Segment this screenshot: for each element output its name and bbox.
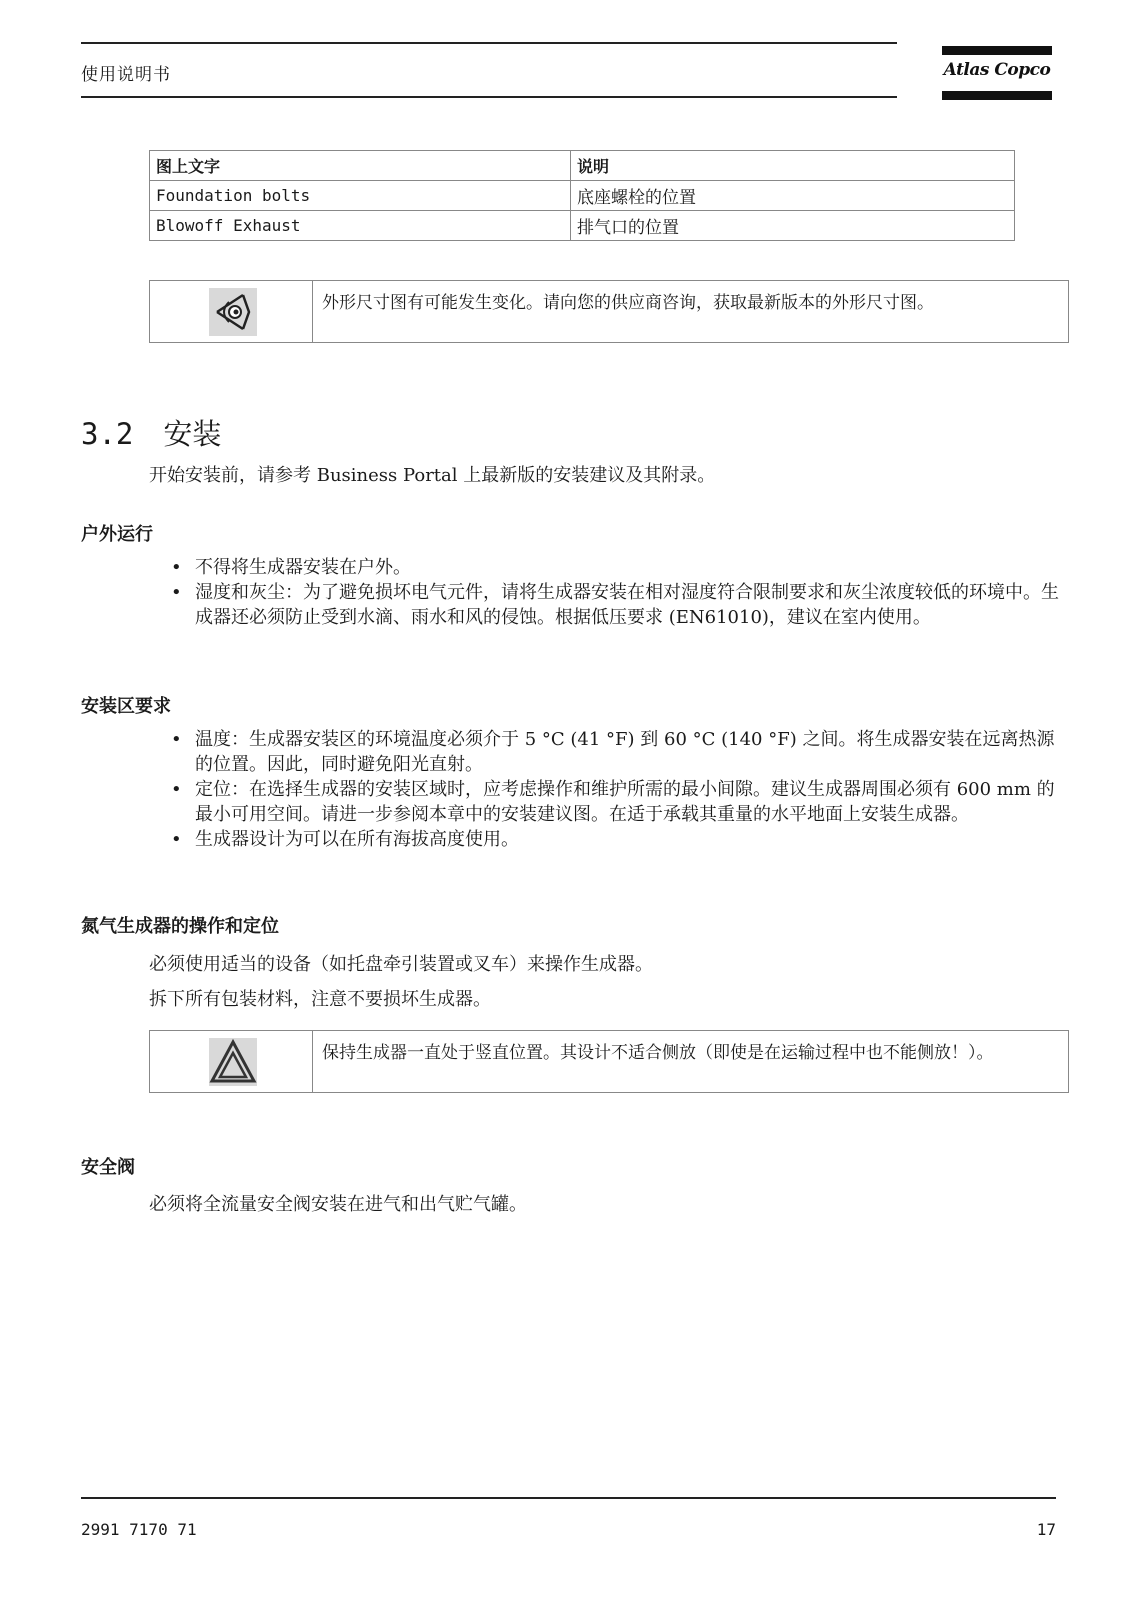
doc-number: 2991 7170 71 [81, 1520, 197, 1539]
safety-valve-para: 必须将全流量安全阀安装在进气和出气贮气罐。 [149, 1194, 527, 1215]
footer-rule [81, 1497, 1056, 1499]
warning-note [149, 1030, 1069, 1093]
list-item: • 不得将生成器安装在户外。 [171, 555, 1061, 580]
note-text: 保持生成器一直处于竖直位置。其设计不适合侧放（即使是在运输过程中也不能侧放！）。 [322, 1043, 994, 1063]
header-title: 使用说明书 [81, 65, 171, 85]
table-cell: 底座螺栓的位置 [571, 181, 1015, 211]
handling-heading: 氮气生成器的操作和定位 [81, 916, 279, 937]
table-cell: 排气口的位置 [571, 211, 1015, 241]
section-intro: 开始安装前，请参考 Business Portal 上最新版的安装建议及其附录。 [149, 465, 716, 486]
section-heading [81, 412, 221, 453]
safety-valve-heading: 安全阀 [81, 1157, 135, 1178]
info-note [149, 280, 1069, 343]
handling-para-2: 拆下所有包装材料，注意不要损坏生成器。 [149, 989, 491, 1010]
company-logo [942, 46, 1052, 100]
header-top-rule [81, 42, 897, 44]
install-area-heading: 安装区要求 [81, 696, 171, 717]
list-item: • 定位：在选择生成器的安装区域时，应考虑操作和维护所需的最小间隙。建议生成器周围必须有 600 mm 的最小可用空间。请进一步参阅本章中的安装建议图。在适于承载其重量的水平地面上安装生成器。 [171, 777, 1061, 827]
page-number: 17 [1036, 1520, 1056, 1539]
list-item: • 温度：生成器安装区的环境温度必须介于 5 °C (41 °F) 到 60 °C (140 °F) 之间。将生成器安装在远离热源的位置。因此，同时避免阳光直射。 [171, 727, 1061, 777]
table-header-row [150, 151, 1015, 181]
table-row [150, 181, 1015, 211]
table-row [150, 211, 1015, 241]
header-bottom-rule [81, 96, 897, 98]
note-icon-cell [150, 281, 313, 342]
warning-triangle-icon [209, 1038, 257, 1086]
note-icon-cell [150, 1031, 313, 1092]
outdoor-heading: 户外运行 [81, 524, 153, 545]
section-title: 安装 [163, 417, 222, 451]
handling-para-1: 必须使用适当的设备（如托盘牵引装置或叉车）来操作生成器。 [149, 954, 653, 975]
install-area-list [171, 727, 1061, 852]
legend-table [149, 150, 1015, 241]
list-item: • 湿度和灰尘：为了避免损坏电气元件，请将生成器安装在相对湿度符合限制要求和灰尘浓度较低的环境中。生成器还必须防止受到水滴、雨水和风的侵蚀。根据低压要求 (EN61010)，建议在室内使用。 [171, 580, 1061, 630]
outdoor-list [171, 555, 1061, 630]
table-header-cell: 说明 [571, 151, 1015, 181]
note-text: 外形尺寸图有可能发生变化。请向您的供应商咨询，获取最新版本的外形尺寸图。 [322, 293, 934, 313]
logo-text: Atlas Copco [943, 60, 1051, 80]
list-item: • 生成器设计为可以在所有海拔高度使用。 [171, 827, 1061, 852]
table-cell: Blowoff Exhaust [150, 211, 571, 241]
eye-icon [209, 288, 257, 336]
table-header-cell: 图上文字 [150, 151, 571, 181]
table-cell: Foundation bolts [150, 181, 571, 211]
section-number: 3.2 [81, 417, 134, 451]
